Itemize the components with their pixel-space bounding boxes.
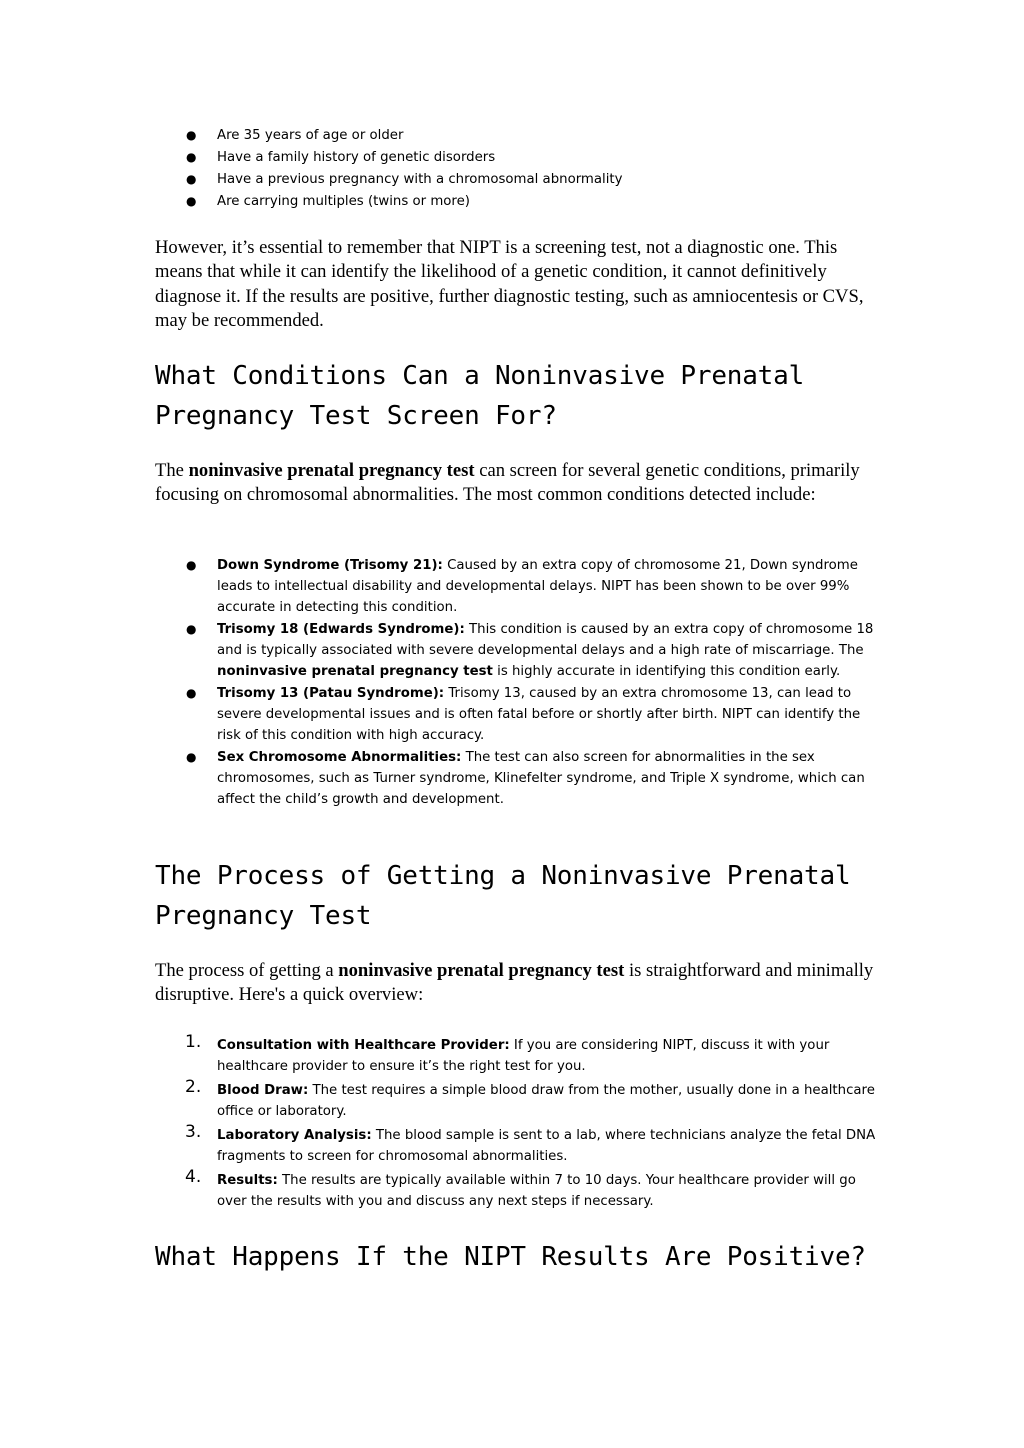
bullet-icon: ● bbox=[186, 128, 197, 142]
list-item: ● Are carrying multiples (twins or more) bbox=[155, 191, 885, 212]
process-intro-paragraph: The process of getting a noninvasive prenatal pregnancy test is straightforward and minimally disruptive. Here's a quick overview: bbox=[155, 960, 874, 1006]
screening-note-paragraph: However, it’s essential to remember that NIPT is a screening test, not a diagnostic one. This means that while it can identify the likelihood of a genetic condition, it cannot definitively diagnose it. If the results are positive, further diagnostic testing, such as amniocentesis or CVS, may be recommended. bbox=[155, 237, 864, 331]
section-heading-conditions: What Conditions Can a Noninvasive Prenatal Pregnancy Test Screen For? bbox=[155, 361, 805, 431]
step-number: 2. bbox=[185, 1077, 202, 1097]
conditions-intro-paragraph: The noninvasive prenatal pregnancy test can screen for several genetic conditions, primarily focusing on chromosomal abnormalities. The most common conditions detected include: bbox=[155, 460, 860, 506]
bullet-icon: ● bbox=[186, 622, 197, 636]
bullet-icon: ● bbox=[186, 150, 197, 164]
list-item: ● Trisomy 18 (Edwards Syndrome): This condition is caused by an extra copy of chromosome 18 and is typically associated with severe developmental delays and a high rate of miscarriage. The noninvasive prenatal pregnancy test is highly accurate in identifying this condition early. bbox=[155, 619, 885, 682]
step-number: 1. bbox=[185, 1032, 202, 1052]
step-number: 3. bbox=[185, 1122, 202, 1142]
bullet-icon: ● bbox=[186, 172, 197, 186]
bullet-icon: ● bbox=[186, 194, 197, 208]
bullet-icon: ● bbox=[186, 750, 197, 764]
process-steps-list bbox=[155, 1032, 885, 1212]
bullet-icon: ● bbox=[186, 558, 197, 572]
list-item: ● Trisomy 13 (Patau Syndrome): Trisomy 13, caused by an extra chromosome 13, can lead to severe developmental issues and is often fatal before or shortly after birth. NIPT can identify the risk of this condition with high accuracy. bbox=[155, 683, 885, 746]
bullet-icon: ● bbox=[186, 686, 197, 700]
list-item: ● Are 35 years of age or older bbox=[155, 125, 885, 146]
section-heading-process: The Process of Getting a Noninvasive Prenatal Pregnancy Test bbox=[155, 861, 851, 931]
list-item: 2. Blood Draw: The test requires a simple blood draw from the mother, usually done in a healthcare office or laboratory. bbox=[185, 1077, 875, 1119]
list-item: ● Have a family history of genetic disorders bbox=[155, 147, 885, 168]
list-item: 4. Results: The results are typically available within 7 to 10 days. Your healthcare provider will go over the results with you and discuss any next steps if necessary. bbox=[185, 1167, 856, 1209]
conditions-list bbox=[155, 555, 885, 810]
list-item: 1. Consultation with Healthcare Provider: If you are considering NIPT, discuss it with your healthcare provider to ensure it’s the right test for you. bbox=[185, 1032, 830, 1074]
risk-factor-list bbox=[155, 125, 885, 212]
list-item: ● Down Syndrome (Trisomy 21): Caused by an extra copy of chromosome 21, Down syndrome leads to intellectual disability and developmental delays. NIPT has been shown to be over 99% accurate in detecting this condition. bbox=[155, 555, 885, 618]
list-item: 3. Laboratory Analysis: The blood sample is sent to a lab, where technicians analyze the fetal DNA fragments to screen for chromosomal abnormalities. bbox=[185, 1122, 876, 1164]
list-item: ● Sex Chromosome Abnormalities: The test can also screen for abnormalities in the sex chromosomes, such as Turner syndrome, Klinefelter syndrome, and Triple X syndrome, which can affect the child’s growth and development. bbox=[155, 747, 885, 810]
step-number: 4. bbox=[185, 1167, 202, 1187]
section-heading-positive-results: What Happens If the NIPT Results Are Positive? bbox=[155, 1242, 866, 1272]
list-item: ● Have a previous pregnancy with a chromosomal abnormality bbox=[155, 169, 885, 190]
